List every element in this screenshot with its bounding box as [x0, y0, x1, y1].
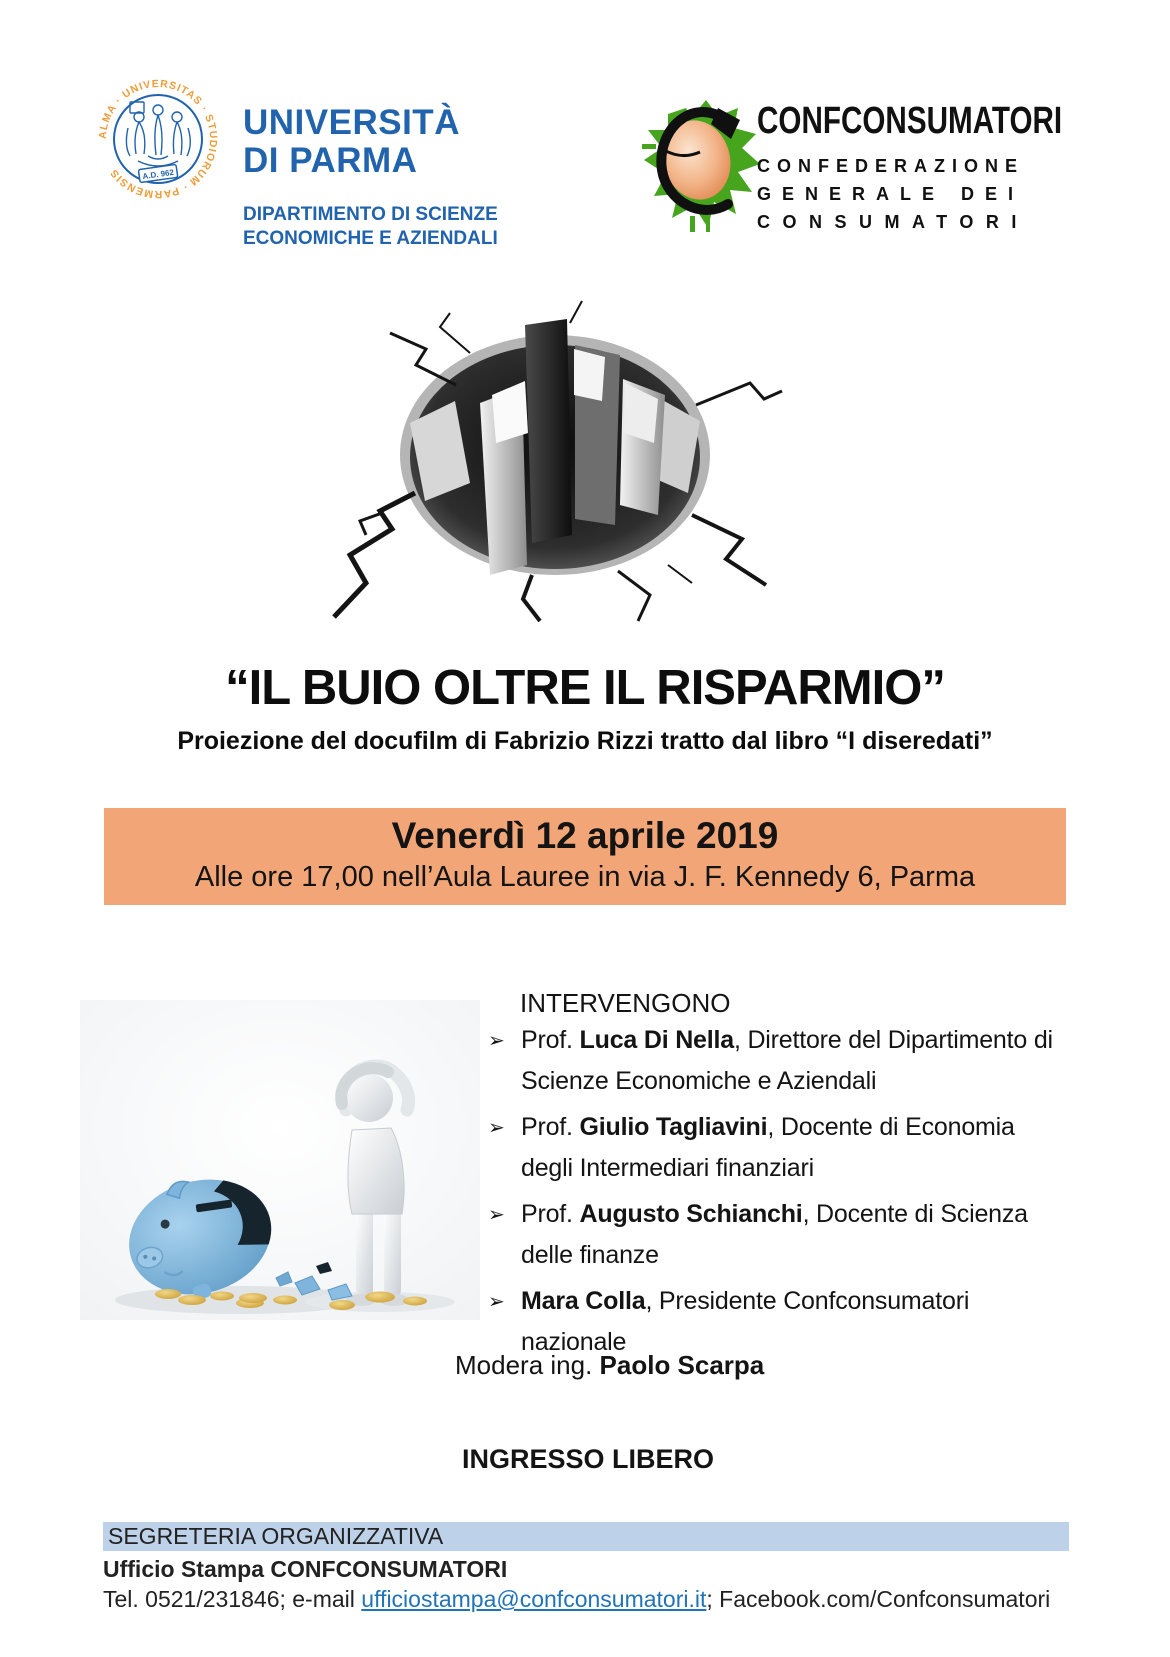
- arrow-bullet-icon: ➢: [488, 1291, 505, 1313]
- email-link[interactable]: ufficiostampa@confconsumatori.it: [361, 1586, 707, 1612]
- arrow-bullet-icon: ➢: [488, 1030, 505, 1052]
- footer-contact-post: ; Facebook.com/Confconsumatori: [706, 1586, 1051, 1612]
- arrow-bullet-icon: ➢: [488, 1117, 505, 1139]
- footer: [103, 1522, 1069, 1614]
- footer-section-label: SEGRETERIA ORGANIZZATIVA: [103, 1522, 1069, 1551]
- confconsumatori-sub-line3: CONSUMATORI: [757, 212, 1029, 232]
- speaker-item: [488, 1194, 1063, 1276]
- university-name-line1: UNIVERSITÀ: [243, 103, 460, 142]
- speaker-role: , Docente di Scienza delle finanze: [521, 1200, 1028, 1269]
- seal-year-label: A.D. 962: [141, 167, 175, 182]
- speaker-item: [488, 1107, 1063, 1189]
- free-admission-label: INGRESSO LIBERO: [462, 1444, 715, 1474]
- speaker-name: Luca Di Nella: [579, 1026, 734, 1054]
- speaker-role: , Presidente Confconsumatori nazionale: [521, 1287, 970, 1356]
- moderator-line: [455, 1350, 764, 1381]
- speakers-heading: INTERVENGONO: [520, 988, 731, 1018]
- speaker-name: Giulio Tagliavini: [579, 1113, 768, 1141]
- event-subtitle: Proiezione del docufilm di Fabrizio Rizzi tratto dal libro “I diseredati”: [177, 727, 993, 755]
- speaker-name: Mara Colla: [521, 1287, 646, 1315]
- confconsumatori-logo-icon: [634, 88, 764, 236]
- confconsumatori-name: CONFCONSUMATORI: [757, 100, 1063, 142]
- confconsumatori-sub-line1: CONFEDERAZIONE: [757, 156, 1025, 176]
- moderator-name: Paolo Scarpa: [599, 1350, 765, 1380]
- event-time-location: Alle ore 17,00 nell’Aula Lauree in via J. F. Kennedy 6, Parma: [194, 861, 976, 893]
- arrow-bullet-icon: ➢: [488, 1204, 505, 1226]
- speakers-list: [488, 1020, 1063, 1368]
- confconsumatori-wordmark: [757, 100, 1063, 236]
- university-department: [243, 203, 498, 251]
- moderator-prefix: Modera ing.: [455, 1350, 600, 1380]
- speaker-item: [488, 1020, 1063, 1102]
- crack-dollar-illustration: [320, 283, 790, 635]
- footer-office: Ufficio Stampa CONFCONSUMATORI: [103, 1556, 508, 1582]
- footer-contact-pre: Tel. 0521/231846; e-mail: [103, 1586, 362, 1612]
- event-date: Venerdì 12 aprile 2019: [391, 815, 779, 856]
- speaker-prefix: Prof.: [521, 1113, 580, 1141]
- speaker-prefix: Prof.: [521, 1200, 580, 1228]
- department-line1: DIPARTIMENTO DI SCIENZE: [243, 204, 498, 225]
- speaker-role: , Direttore del Dipartimento di Scienze Economiche e Aziendali: [521, 1026, 1053, 1095]
- department-line2: ECONOMICHE E AZIENDALI: [243, 228, 498, 249]
- seal-ring-text: ALMA · UNIVERSITAS · STUDIORUM · PARMENSIS: [96, 77, 220, 201]
- event-title: “IL BUIO OLTRE IL RISPARMIO”: [225, 661, 945, 715]
- speaker-role: , Docente di Economia degli Intermediari finanziari: [521, 1113, 1015, 1182]
- footer-contact-line: [103, 1584, 1069, 1614]
- speaker-name: Augusto Schianchi: [579, 1200, 803, 1228]
- university-name-line2: DI PARMA: [243, 141, 418, 180]
- date-banner: [104, 808, 1066, 905]
- university-name: [243, 104, 460, 180]
- university-seal-icon: [92, 76, 224, 202]
- speaker-prefix: Prof.: [521, 1026, 580, 1054]
- confconsumatori-sub-line2: GENERALE DEI: [757, 184, 1025, 204]
- broken-piggy-bank-illustration: [80, 1000, 480, 1320]
